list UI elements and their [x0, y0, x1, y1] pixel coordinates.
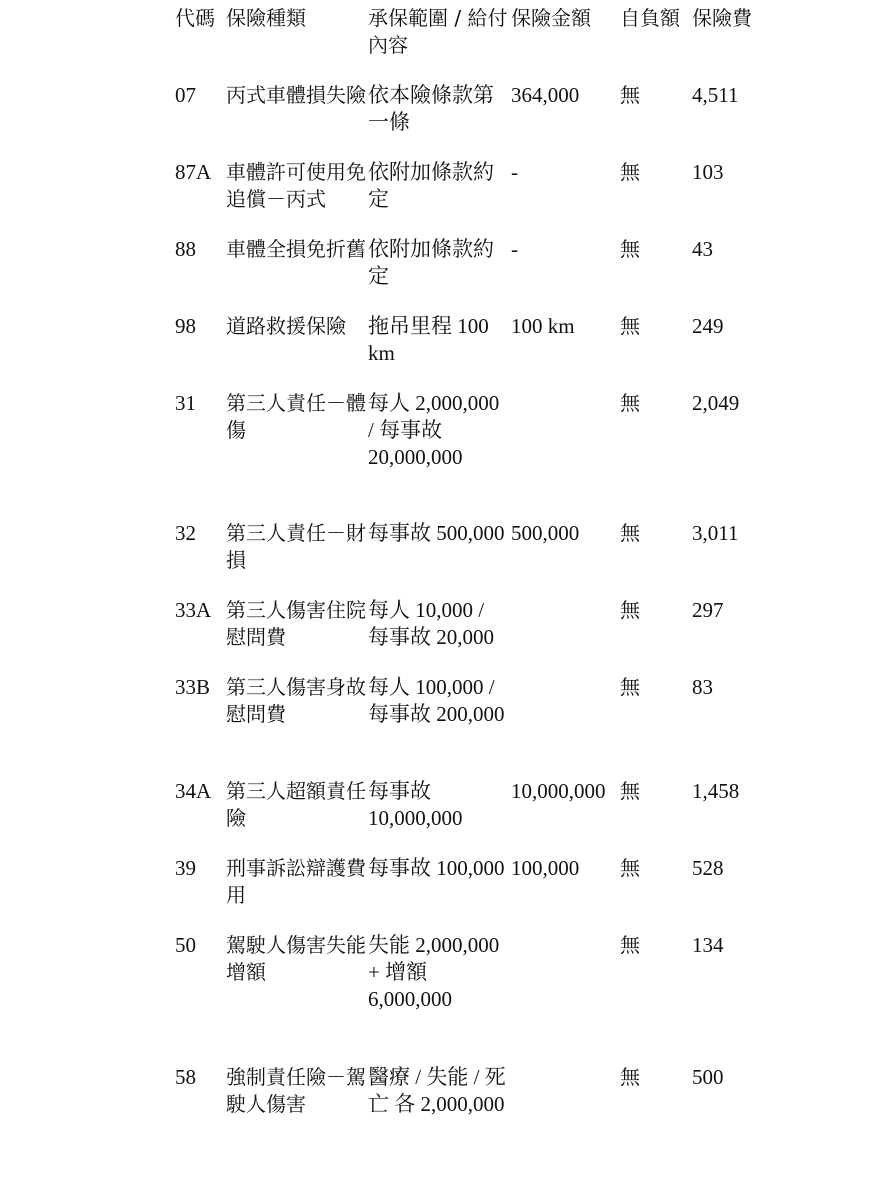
coverage-cell: 依附加條款約定: [368, 237, 494, 288]
type-cell: 丙式車體損失險: [226, 83, 366, 107]
premium-cell: 3,011: [692, 521, 739, 545]
deductible-cell: 無: [620, 83, 640, 107]
code-cell: 07: [175, 83, 196, 107]
header-coverage: 承保範圍 / 給付內容: [368, 6, 508, 57]
deductible-cell: 無: [620, 598, 640, 622]
coverage-cell: 醫療 / 失能 / 死亡 各 2,000,000: [368, 1065, 506, 1116]
coverage-cell: 每人 10,000 / 每事故 20,000: [368, 598, 494, 649]
premium-cell: 4,511: [692, 83, 739, 107]
type-cell: 第三人責任－財損: [226, 521, 366, 572]
code-cell: 34A: [175, 779, 212, 803]
code-cell: 87A: [175, 160, 212, 184]
coverage-cell: 每事故 10,000,000: [368, 779, 463, 830]
premium-cell: 43: [692, 237, 713, 261]
deductible-cell: 無: [620, 933, 640, 957]
coverage-cell: 每事故 100,000: [368, 856, 505, 880]
coverage-cell: 每事故 500,000: [368, 521, 505, 545]
deductible-cell: 無: [620, 314, 640, 338]
code-cell: 58: [175, 1065, 196, 1089]
code-cell: 39: [175, 856, 196, 880]
coverage-cell: 拖吊里程 100 km: [368, 314, 489, 365]
header-type: 保險種類: [226, 6, 306, 30]
type-cell: 刑事訴訟辯護費用: [226, 856, 366, 907]
amount-cell: 364,000: [511, 83, 580, 107]
amount-cell: 10,000,000: [511, 779, 606, 803]
deductible-cell: 無: [620, 391, 640, 415]
amount-cell: 100 km: [511, 314, 575, 338]
amount-cell: 100,000: [511, 856, 580, 880]
deductible-cell: 無: [620, 779, 640, 803]
coverage-cell: 每人 2,000,000 / 每事故 20,000,000: [368, 391, 500, 469]
deductible-cell: 無: [620, 160, 640, 184]
deductible-cell: 無: [620, 1065, 640, 1089]
code-cell: 50: [175, 933, 196, 957]
deductible-cell: 無: [620, 521, 640, 545]
coverage-cell: 依附加條款約定: [368, 160, 494, 211]
premium-cell: 249: [692, 314, 724, 338]
code-cell: 33B: [175, 675, 211, 699]
premium-cell: 528: [692, 856, 724, 880]
type-cell: 第三人責任－體傷: [226, 391, 366, 442]
header-premium: 保險費: [692, 6, 752, 30]
type-cell: 車體許可使用免追償－丙式: [226, 160, 366, 211]
amount-cell: 500,000: [511, 521, 580, 545]
type-cell: 第三人傷害住院慰問費: [226, 598, 366, 649]
type-cell: 車體全損免折舊: [226, 237, 366, 261]
code-cell: 88: [175, 237, 196, 261]
code-cell: 33A: [175, 598, 212, 622]
header-code: 代碼: [175, 6, 215, 30]
type-cell: 第三人傷害身故慰問費: [226, 675, 366, 726]
premium-cell: 103: [692, 160, 724, 184]
type-cell: 強制責任險－駕駛人傷害: [226, 1065, 366, 1116]
coverage-cell: 依本險條款第一條: [368, 83, 494, 134]
premium-cell: 1,458: [692, 779, 740, 803]
header-deductible: 自負額: [620, 6, 680, 30]
premium-cell: 500: [692, 1065, 724, 1089]
coverage-cell: 每人 100,000 / 每事故 200,000: [368, 675, 505, 726]
header-amount: 保險金額: [511, 6, 591, 30]
premium-cell: 134: [692, 933, 724, 957]
coverage-cell: 失能 2,000,000 + 增額 6,000,000: [368, 933, 500, 1011]
type-cell: 道路救援保險: [226, 314, 346, 338]
premium-cell: 2,049: [692, 391, 740, 415]
code-cell: 32: [175, 521, 196, 545]
type-cell: 第三人超額責任險: [226, 779, 366, 830]
code-cell: 31: [175, 391, 196, 415]
amount-cell: -: [511, 237, 518, 261]
deductible-cell: 無: [620, 675, 640, 699]
deductible-cell: 無: [620, 237, 640, 261]
type-cell: 駕駛人傷害失能增額: [226, 933, 366, 984]
amount-cell: -: [511, 160, 518, 184]
premium-cell: 297: [692, 598, 724, 622]
code-cell: 98: [175, 314, 196, 338]
deductible-cell: 無: [620, 856, 640, 880]
premium-cell: 83: [692, 675, 713, 699]
